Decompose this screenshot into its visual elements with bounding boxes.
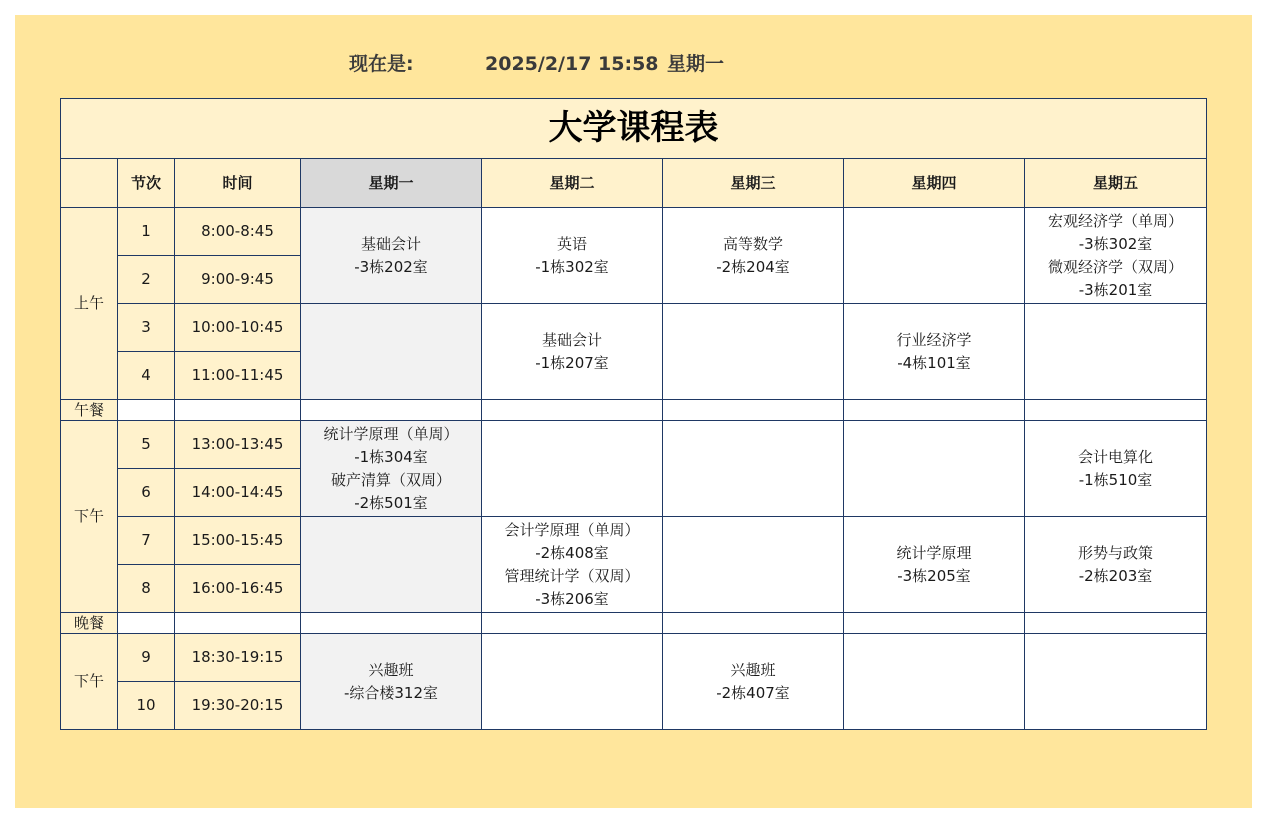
period-time[interactable]: 16:00-16:45: [175, 565, 301, 613]
period-time[interactable]: 18:30-19:15: [175, 634, 301, 682]
empty-cell[interactable]: [1025, 304, 1207, 400]
empty-cell[interactable]: [844, 400, 1025, 421]
period-number[interactable]: 5: [118, 421, 175, 469]
course-cell[interactable]: [844, 517, 1025, 613]
header-time[interactable]: 时间: [175, 159, 301, 208]
course-name: 管理统计学（双周）: [504, 566, 640, 585]
empty-cell[interactable]: [844, 421, 1025, 517]
course-cell[interactable]: [482, 304, 663, 400]
empty-cell[interactable]: [482, 634, 663, 730]
course-name: 基础会计: [541, 330, 602, 349]
course-name: 兴趣班: [368, 660, 414, 679]
course-room: -1栋304室: [354, 447, 428, 466]
empty-cell[interactable]: [663, 304, 844, 400]
period-number[interactable]: 1: [118, 208, 175, 256]
table-row: [61, 304, 1207, 352]
course-room: -4栋101室: [897, 353, 971, 372]
section-morning[interactable]: 上午: [61, 208, 118, 400]
course-name: 英语: [556, 234, 587, 253]
course-room: -1栋510室: [1078, 470, 1153, 489]
empty-cell[interactable]: [663, 613, 844, 634]
course-name: 高等数学: [722, 234, 783, 253]
header-monday[interactable]: 星期一: [301, 159, 482, 208]
course-cell[interactable]: [663, 208, 844, 304]
current-datetime: 2025/2/17 15:58: [485, 53, 659, 75]
course-room: -3栋202室: [354, 257, 428, 276]
table-row: [61, 421, 1207, 469]
course-name: 微观经济学（双周）: [1047, 257, 1183, 276]
period-time[interactable]: 8:00-8:45: [175, 208, 301, 256]
course-room: -3栋201室: [1078, 280, 1153, 299]
empty-cell[interactable]: [663, 517, 844, 613]
section-evening[interactable]: 下午: [61, 634, 118, 730]
course-cell[interactable]: [844, 304, 1025, 400]
meal-row-dinner: [61, 613, 1207, 634]
period-number[interactable]: 8: [118, 565, 175, 613]
header-wednesday[interactable]: 星期三: [663, 159, 844, 208]
course-timetable: [60, 98, 1207, 730]
empty-cell[interactable]: [175, 613, 301, 634]
course-room: -2栋204室: [716, 257, 790, 276]
period-time[interactable]: 15:00-15:45: [175, 517, 301, 565]
period-time[interactable]: 11:00-11:45: [175, 352, 301, 400]
course-room: -3栋205室: [897, 566, 971, 585]
empty-cell[interactable]: [175, 400, 301, 421]
course-name: 行业经济学: [896, 330, 972, 349]
meal-row-lunch: [61, 400, 1207, 421]
course-cell[interactable]: [663, 634, 844, 730]
course-room: -1栋302室: [535, 257, 609, 276]
empty-cell[interactable]: [301, 613, 482, 634]
header-period[interactable]: 节次: [118, 159, 175, 208]
header-blank-cell: [61, 159, 118, 208]
section-lunch[interactable]: 午餐: [61, 400, 118, 421]
course-room: -3栋302室: [1078, 234, 1153, 253]
empty-cell[interactable]: [301, 517, 482, 613]
empty-cell[interactable]: [844, 613, 1025, 634]
course-room: -1栋207室: [535, 353, 609, 372]
course-room: -综合楼312室: [343, 683, 439, 702]
table-row: [61, 517, 1207, 565]
course-name: 破产清算（双周）: [330, 470, 451, 489]
now-label: 现在是:: [349, 53, 414, 75]
empty-cell[interactable]: [1025, 613, 1207, 634]
table-row: [61, 208, 1207, 256]
course-room: -2栋407室: [716, 683, 790, 702]
empty-cell[interactable]: [663, 400, 844, 421]
header-friday[interactable]: 星期五: [1025, 159, 1207, 208]
period-number[interactable]: 9: [118, 634, 175, 682]
course-room: -2栋203室: [1078, 566, 1153, 585]
course-cell[interactable]: [1025, 208, 1207, 304]
course-name: 形势与政策: [1077, 543, 1153, 562]
course-cell[interactable]: [482, 208, 663, 304]
empty-cell[interactable]: [118, 613, 175, 634]
timetable-title: 大学课程表: [61, 99, 1207, 159]
section-dinner[interactable]: 晚餐: [61, 613, 118, 634]
course-name: 会计学原理（单周）: [504, 520, 640, 539]
table-row: [61, 634, 1207, 682]
course-cell[interactable]: [301, 208, 482, 304]
period-number[interactable]: 4: [118, 352, 175, 400]
period-time[interactable]: 9:00-9:45: [175, 256, 301, 304]
period-time[interactable]: 10:00-10:45: [175, 304, 301, 352]
header-thursday[interactable]: 星期四: [844, 159, 1025, 208]
header-tuesday[interactable]: 星期二: [482, 159, 663, 208]
period-number[interactable]: 2: [118, 256, 175, 304]
empty-cell[interactable]: [118, 400, 175, 421]
period-time[interactable]: 19:30-20:15: [175, 682, 301, 730]
empty-cell[interactable]: [844, 208, 1025, 304]
period-number[interactable]: 7: [118, 517, 175, 565]
empty-cell[interactable]: [482, 421, 663, 517]
current-weekday: 星期一: [667, 53, 725, 75]
course-cell[interactable]: [1025, 421, 1207, 517]
column-header-row: [61, 159, 1207, 208]
empty-cell[interactable]: [301, 400, 482, 421]
course-cell[interactable]: [482, 517, 663, 613]
course-room: -2栋501室: [354, 493, 428, 512]
course-cell[interactable]: [301, 634, 482, 730]
empty-cell[interactable]: [663, 421, 844, 517]
empty-cell[interactable]: [844, 634, 1025, 730]
course-name: 统计学原理: [896, 543, 972, 562]
course-cell[interactable]: [1025, 517, 1207, 613]
period-time[interactable]: 13:00-13:45: [175, 421, 301, 469]
course-name: 统计学原理（单周）: [323, 424, 459, 443]
course-name: 会计电算化: [1077, 447, 1153, 466]
period-time[interactable]: 14:00-14:45: [175, 469, 301, 517]
empty-cell[interactable]: [1025, 400, 1207, 421]
empty-cell[interactable]: [482, 400, 663, 421]
course-name: 宏观经济学（单周）: [1047, 211, 1183, 230]
empty-cell[interactable]: [301, 304, 482, 400]
period-number[interactable]: 6: [118, 469, 175, 517]
course-room: -2栋408室: [535, 543, 609, 562]
empty-cell[interactable]: [1025, 634, 1207, 730]
course-cell[interactable]: [301, 421, 482, 517]
period-number[interactable]: 10: [118, 682, 175, 730]
course-room: -3栋206室: [535, 589, 609, 608]
empty-cell[interactable]: [482, 613, 663, 634]
course-name: 兴趣班: [730, 660, 776, 679]
period-number[interactable]: 3: [118, 304, 175, 352]
course-name: 基础会计: [360, 234, 421, 253]
section-afternoon[interactable]: 下午: [61, 421, 118, 613]
